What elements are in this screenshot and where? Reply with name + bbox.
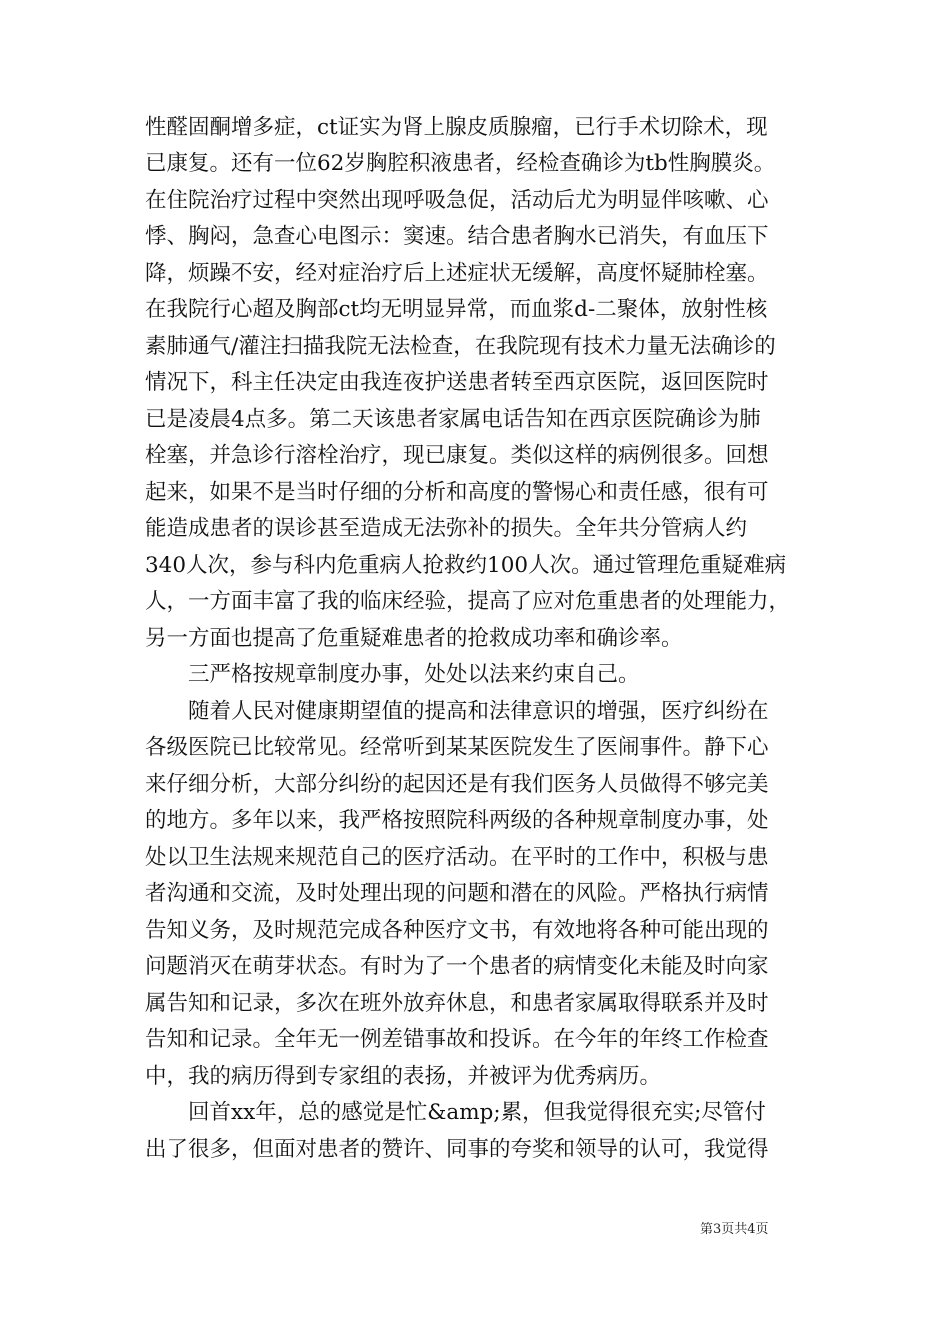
text-line: 出了很多，但面对患者的赞许、同事的夸奖和领导的认可，我觉得 [145, 1137, 769, 1162]
text-line: 告知义务，及时规范完成各种医疗文书，有效地将各种可能出现的 [145, 918, 769, 943]
text-line: 中，我的病历得到专家组的表扬，并被评为优秀病历。 [145, 1064, 662, 1089]
text-line: 在住院治疗过程中突然出现呼吸急促，活动后尤为明显伴咳嗽、心 [145, 188, 769, 213]
text-line: 已是凌晨4点多。第二天该患者家属电话告知在西京医院确诊为肺 [145, 407, 761, 432]
text-line: 悸、胸闷，急查心电图示：窦速。结合患者胸水已消失，有血压下 [145, 224, 769, 249]
text-line: 素肺通气/灌注扫描我院无法检查，在我院现有技术力量无法确诊的 [145, 334, 776, 359]
paragraph-first-line: 随着人民对健康期望值的提高和法律意识的增强，医疗纠纷在 [188, 699, 769, 724]
text-line: 人，一方面丰富了我的临床经验，提高了应对危重患者的处理能力， [145, 589, 791, 614]
text-line: 告知和记录。全年无一例差错事故和投诉。在今年的年终工作检查 [145, 1027, 769, 1052]
text-line: 的地方。多年以来，我严格按照院科两级的各种规章制度办事，处 [145, 808, 769, 833]
text-line: 性醛固酮增多症，ct证实为肾上腺皮质腺瘤，已行手术切除术，现 [145, 115, 768, 140]
text-line: 属告知和记录，多次在班外放弃休息，和患者家属取得联系并及时 [145, 991, 769, 1016]
text-line: 栓塞，并急诊行溶栓治疗，现已康复。类似这样的病例很多。回想 [145, 443, 769, 468]
text-line: 在我院行心超及胸部ct均无明显异常，而血浆d-二聚体，放射性核 [145, 297, 768, 322]
text-line: 已康复。还有一位62岁胸腔积液患者，经检查确诊为tb性胸膜炎。 [145, 151, 776, 176]
text-line: 各级医院已比较常见。经常听到某某医院发生了医闹事件。静下心 [145, 735, 769, 760]
text-line: 起来，如果不是当时仔细的分析和高度的警惕心和责任感，很有可 [145, 480, 769, 505]
text-line: 处以卫生法规来规范自己的医疗活动。在平时的工作中，积极与患 [145, 845, 769, 870]
text-line: 问题消灭在萌芽状态。有时为了一个患者的病情变化未能及时向家 [145, 954, 769, 979]
page-number-footer: 第3页共4页 [700, 1222, 769, 1237]
text-line: 能造成患者的误诊甚至造成无法弥补的损失。全年共分管病人约 [145, 516, 748, 541]
text-line: 降，烦躁不安，经对症治疗后上述症状无缓解，高度怀疑肺栓塞。 [145, 261, 769, 286]
text-line: 者沟通和交流，及时处理出现的问题和潜在的风险。严格执行病情 [145, 881, 769, 906]
text-line: 340人次，参与科内危重病人抢救约100人次。通过管理危重疑难病 [145, 553, 787, 578]
text-line: 来仔细分析，大部分纠纷的起因还是有我们医务人员做得不够完美 [145, 772, 769, 797]
text-line: 情况下，科主任决定由我连夜护送患者转至西京医院，返回医院时 [145, 370, 769, 395]
section-heading: 三严格按规章制度办事，处处以法来约束自己。 [188, 662, 640, 687]
text-line: 另一方面也提高了危重疑难患者的抢救成功率和确诊率。 [145, 626, 683, 651]
paragraph-first-line: 回首xx年，总的感觉是忙&amp;累，但我觉得很充实;尽管付 [188, 1100, 766, 1125]
